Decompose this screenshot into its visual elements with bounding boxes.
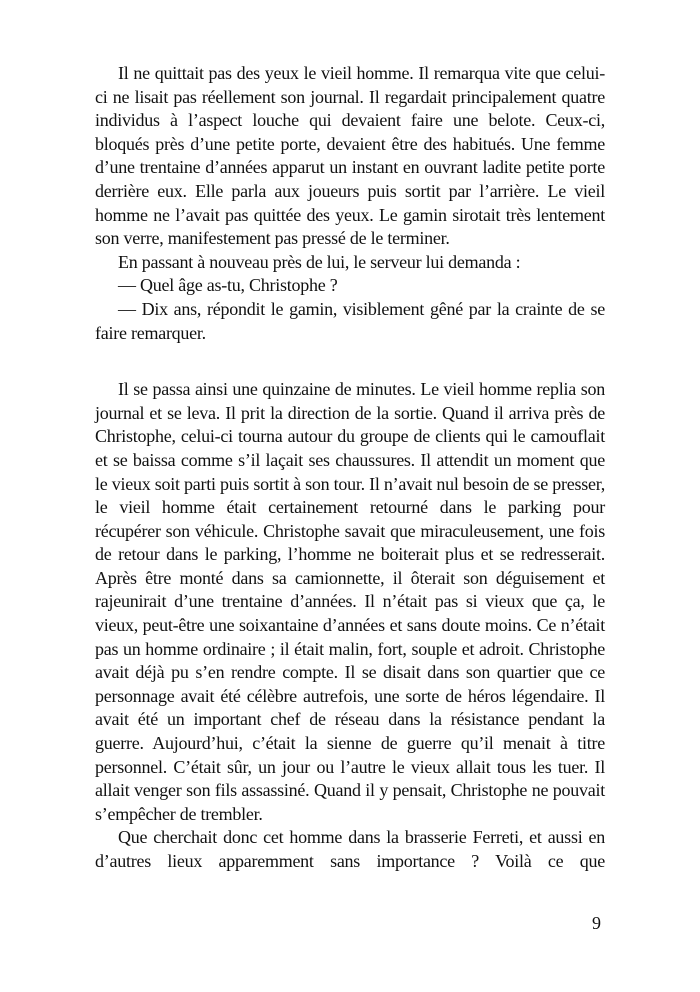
paragraph-2: En passant à nouveau près de lui, le serveur lui demanda : [118, 251, 521, 272]
paragraph-1: Il ne quittait pas des yeux le vieil homme. Il remarqua vite que celui-ci ne lisait pas réellement son journal. Il regardait principalement quatre individus à l’aspect louche qui devaient faire une belote. Ceux-ci, bloqués près d’une petite porte, devaient être des habitués. Une femme d’une trentaine d’années apparut un instant en ouvrant ladite petite porte derrière eux. Elle parla aux joueurs puis sortit par l’arrière. Le vieil homme ne l’avait pas quittée des yeux. Le gamin sirotait très lentement son verre, manifestement pas pressé de le terminer. [95, 63, 605, 249]
dialogue-line-2: — Dix ans, répondit le gamin, visiblement gêné par la crainte de se faire remarquer. [95, 298, 605, 343]
paragraph-4: Que cherchait donc cet homme dans la brasserie Ferreti, et aussi en d’autres lieux apparemment sans importance ? Voilà ce que [95, 827, 605, 871]
dialogue-line-1: — Quel âge as-tu, Christophe ? [118, 275, 338, 296]
paragraph-3: Il se passa ainsi une quinzaine de minutes. Le vieil homme replia son journal et se leva. Il prit la direction de la sortie. Quand il arriva près de Christophe, celui-ci tourna autour du groupe de clients qui le camouflait et se baissa comme s’il laçait ses chaussures. Il attendit un moment que le vieux soit parti puis sortit à son tour. Il n’avait nul besoin de se presser, le vieil homme était certainement retourné dans le parking pour récupérer son véhicule. Christophe savait que miraculeusement, une fois de retour dans le parking, l’homme ne boiterait plus et se redresserait. Après être monté dans sa camionnette, il ôterait son déguisement et rajeunirait d’une trentaine d’années. Il n’était pas si vieux que ça, le vieux, peut-être une soixantaine d’années et sans doute moins. Ce n’était pas un homme ordinaire ; il était malin, fort, souple et adroit. Christophe avait déjà pu s’en rendre compte. Il se disait dans son quartier que ce personnage avait été célèbre autrefois, une sorte de héros légendaire. Il avait été un important chef de réseau dans la résistance pendant la guerre. Aujourd’hui, c’était la sienne de guerre qu’il menait à titre personnel. C’était sûr, un jour ou l’autre le vieux allait tous les tuer. Il allait venger son fils assassiné. Quand il y pensait, Christophe ne pouvait s’empêcher de trembler. [95, 379, 605, 824]
page-body-text [95, 62, 605, 874]
page-number: 9 [592, 913, 601, 933]
section-break [95, 345, 605, 378]
